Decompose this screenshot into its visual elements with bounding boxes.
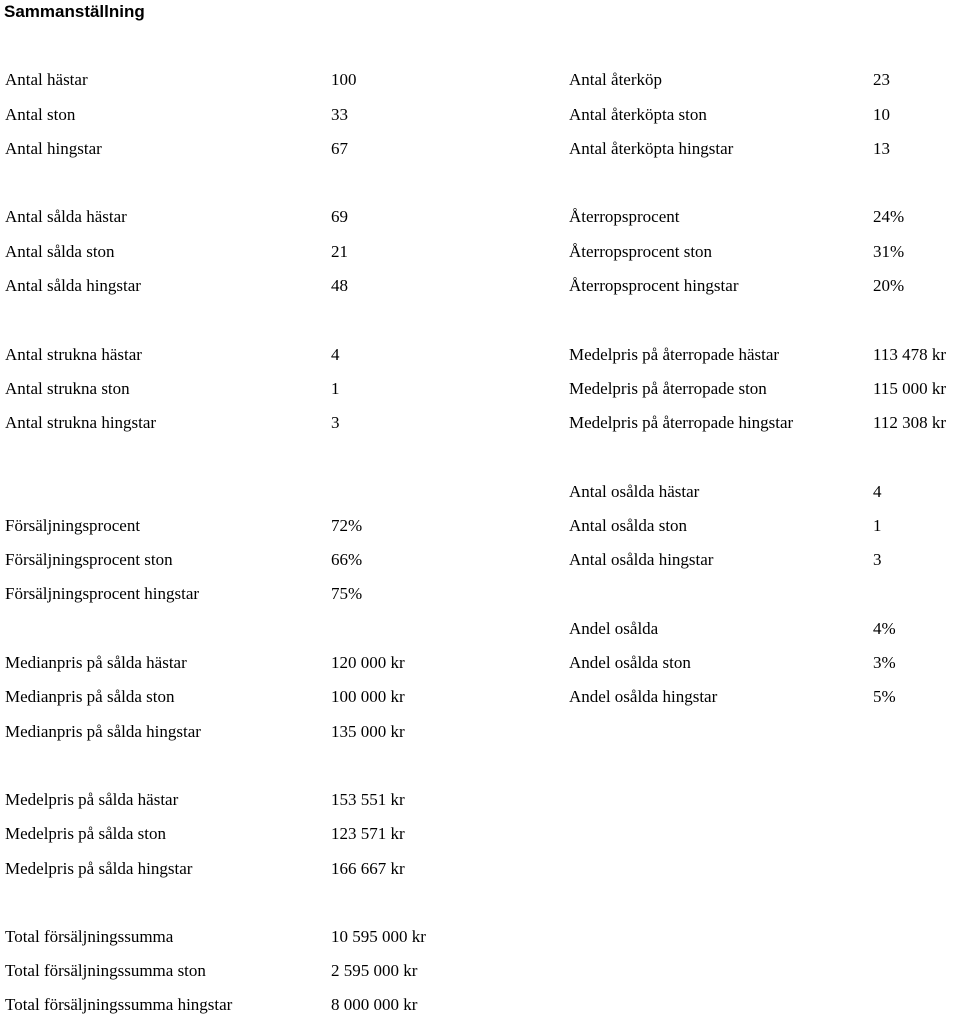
right-value: 4	[873, 482, 882, 501]
left-value: 123 571 kr	[331, 824, 405, 843]
right-label: Antal återköpta ston	[569, 105, 707, 124]
page-title: Sammanställning	[4, 2, 145, 21]
left-label: Antal sålda hingstar	[5, 276, 141, 295]
left-value: 135 000 kr	[331, 722, 405, 741]
left-value: 1	[331, 379, 340, 398]
left-label: Total försäljningssumma hingstar	[5, 995, 233, 1014]
left-label: Antal strukna hingstar	[5, 413, 157, 432]
left-value: 10 595 000 kr	[331, 927, 426, 946]
right-value: 10	[873, 105, 890, 124]
left-value: 8 000 000 kr	[331, 995, 418, 1014]
left-value: 72%	[331, 516, 363, 535]
right-label: Andel osålda ston	[569, 653, 691, 672]
left-label: Medelpris på sålda ston	[5, 824, 166, 843]
left-label: Medianpris på sålda hästar	[5, 653, 187, 672]
right-label: Antal osålda ston	[569, 516, 688, 535]
right-value: 115 000 kr	[873, 379, 947, 398]
left-label: Antal strukna hästar	[5, 345, 142, 364]
right-label: Medelpris på återropade hästar	[569, 345, 780, 364]
right-value: 5%	[873, 687, 896, 706]
left-value: 100 000 kr	[331, 687, 405, 706]
left-value: 69	[331, 207, 348, 226]
left-value: 66%	[331, 550, 363, 569]
left-label: Försäljningsprocent	[5, 516, 141, 535]
left-label: Medelpris på sålda hingstar	[5, 859, 193, 878]
left-value: 21	[331, 242, 348, 261]
right-value: 113 478 kr	[873, 345, 947, 364]
right-label: Återropsprocent hingstar	[569, 276, 739, 295]
left-value: 120 000 kr	[331, 653, 405, 672]
left-value: 48	[331, 276, 348, 295]
right-value: 3%	[873, 653, 896, 672]
right-label: Medelpris på återropade ston	[569, 379, 767, 398]
right-value: 31%	[873, 242, 905, 261]
right-label: Andel osålda hingstar	[569, 687, 718, 706]
right-value: 3	[873, 550, 882, 569]
left-label: Antal ston	[5, 105, 76, 124]
right-label: Återropsprocent	[569, 207, 680, 226]
left-label: Medianpris på sålda hingstar	[5, 722, 201, 741]
right-value: 13	[873, 139, 890, 158]
right-label: Antal återköpta hingstar	[569, 139, 734, 158]
left-label: Antal sålda hästar	[5, 207, 127, 226]
right-label: Andel osålda	[569, 619, 659, 638]
right-label: Antal återköp	[569, 70, 662, 89]
right-value: 1	[873, 516, 882, 535]
left-value: 75%	[331, 584, 363, 603]
right-label: Återropsprocent ston	[569, 242, 713, 261]
left-value: 153 551 kr	[331, 790, 405, 809]
right-value: 24%	[873, 207, 905, 226]
left-label: Medelpris på sålda hästar	[5, 790, 179, 809]
right-label: Medelpris på återropade hingstar	[569, 413, 794, 432]
right-label: Antal osålda hästar	[569, 482, 700, 501]
right-value: 4%	[873, 619, 896, 638]
right-value: 23	[873, 70, 890, 89]
left-label: Medianpris på sålda ston	[5, 687, 175, 706]
left-label: Försäljningsprocent hingstar	[5, 584, 200, 603]
right-value: 20%	[873, 276, 905, 295]
left-value: 4	[331, 345, 340, 364]
left-value: 3	[331, 413, 340, 432]
left-label: Total försäljningssumma	[5, 927, 174, 946]
left-label: Antal sålda ston	[5, 242, 115, 261]
left-value: 67	[331, 139, 348, 158]
left-label: Försäljningsprocent ston	[5, 550, 173, 569]
right-label: Antal osålda hingstar	[569, 550, 714, 569]
left-label: Total försäljningssumma ston	[5, 961, 206, 980]
left-value: 2 595 000 kr	[331, 961, 418, 980]
left-label: Antal strukna ston	[5, 379, 130, 398]
left-value: 166 667 kr	[331, 859, 405, 878]
left-label: Antal hingstar	[5, 139, 102, 158]
left-label: Antal hästar	[5, 70, 88, 89]
left-value: 33	[331, 105, 348, 124]
left-value: 100	[331, 70, 357, 89]
right-value: 112 308 kr	[873, 413, 947, 432]
